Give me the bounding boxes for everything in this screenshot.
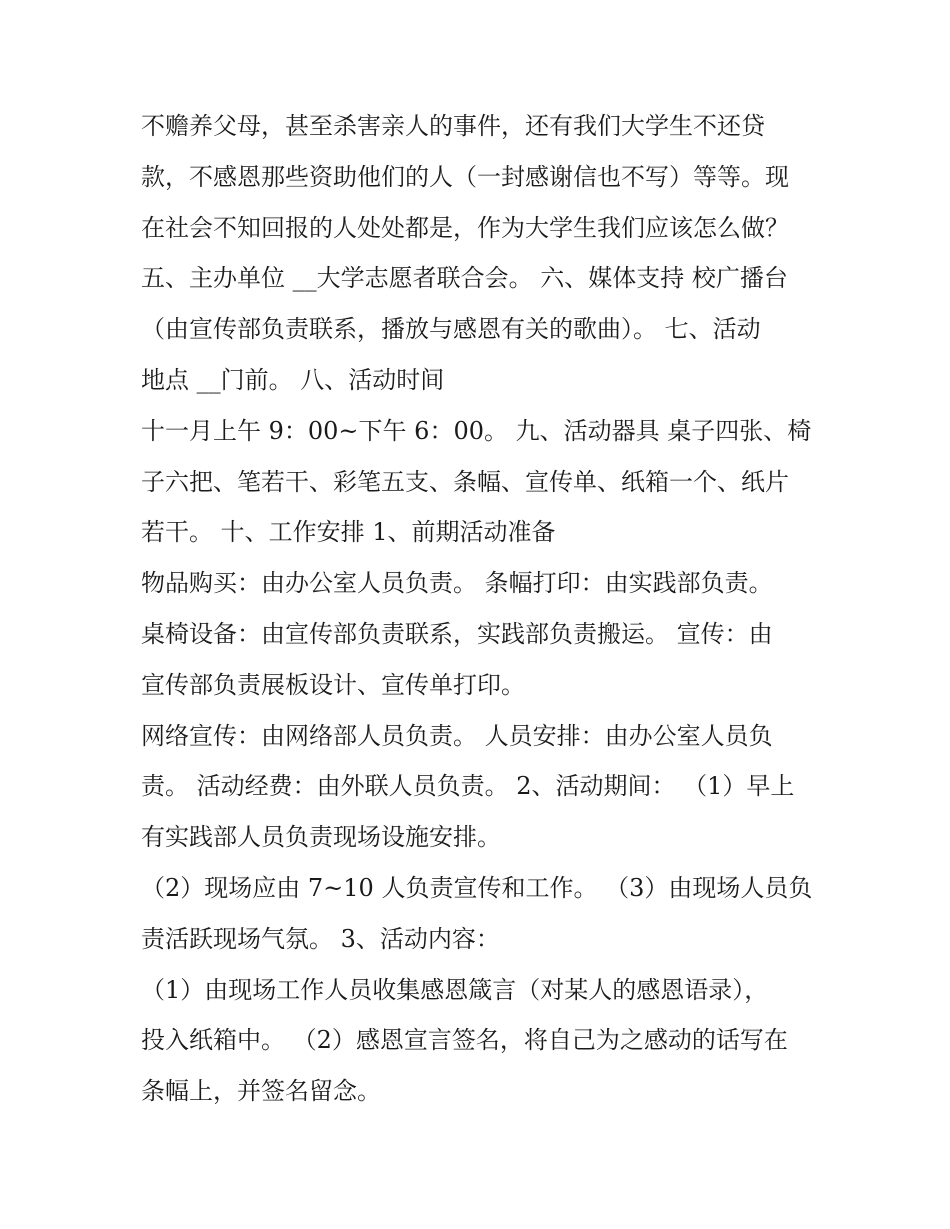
text-line: 宣传部负责展板设计、宣传单打印。 [141,670,525,699]
document-body [141,101,821,1117]
text-line: 责。 活动经费：由外联人员负责。 2、活动期间： （1）早上 [141,772,795,801]
text-line: 在社会不知回报的人处处都是，作为大学生我们应该怎么做？ [141,213,789,242]
text-line: 条幅上，并签名留念。 [141,1077,381,1106]
text-line: 不赡养父母，甚至杀害亲人的事件，还有我们大学生不还贷 [141,112,765,140]
text-line: 网络宣传：由网络部人员负责。 人员安排：由办公室人员负 [141,721,773,750]
text-line: 子六把、笔若干、彩笔五支、条幅、宣传单、纸箱一个、纸片 [141,467,789,496]
text-line: 十一月上午 9：00~下午 6：00。 九、活动器具 桌子四张、椅 [141,416,812,445]
text-line: 若干。 十、工作安排 1、前期活动准备 [141,518,556,547]
text-line: 桌椅设备：由宣传部负责联系，实践部负责搬运。 宣传：由 [141,619,773,648]
text-line: 投入纸箱中。 （2）感恩宣言签名，将自己为之感动的话写在 [141,1026,788,1055]
text-line: 款，不感恩那些资助他们的人（一封感谢信也不写）等等。现 [141,162,789,191]
text-line: 五、主办单位 __大学志愿者联合会。 六、媒体支持 校广播台 [141,264,788,293]
text-line: （2）现场应由 7~10 人负责宣传和工作。 （3）由现场人员负 [141,873,813,902]
text-line: 物品购买：由办公室人员负责。 条幅打印：由实践部负责。 [141,569,773,598]
text-line: 地点 __门前。 八、活动时间 [141,365,445,394]
text-line: （1）由现场工作人员收集感恩箴言（对某人的感恩语录）， [141,975,769,1004]
text-line: （由宣传部负责联系，播放与感恩有关的歌曲）。 七、活动 [141,315,761,344]
text-line: 有实践部人员负责现场设施安排。 [141,823,501,852]
text-line: 责活跃现场气氛。 3、活动内容： [141,924,500,953]
